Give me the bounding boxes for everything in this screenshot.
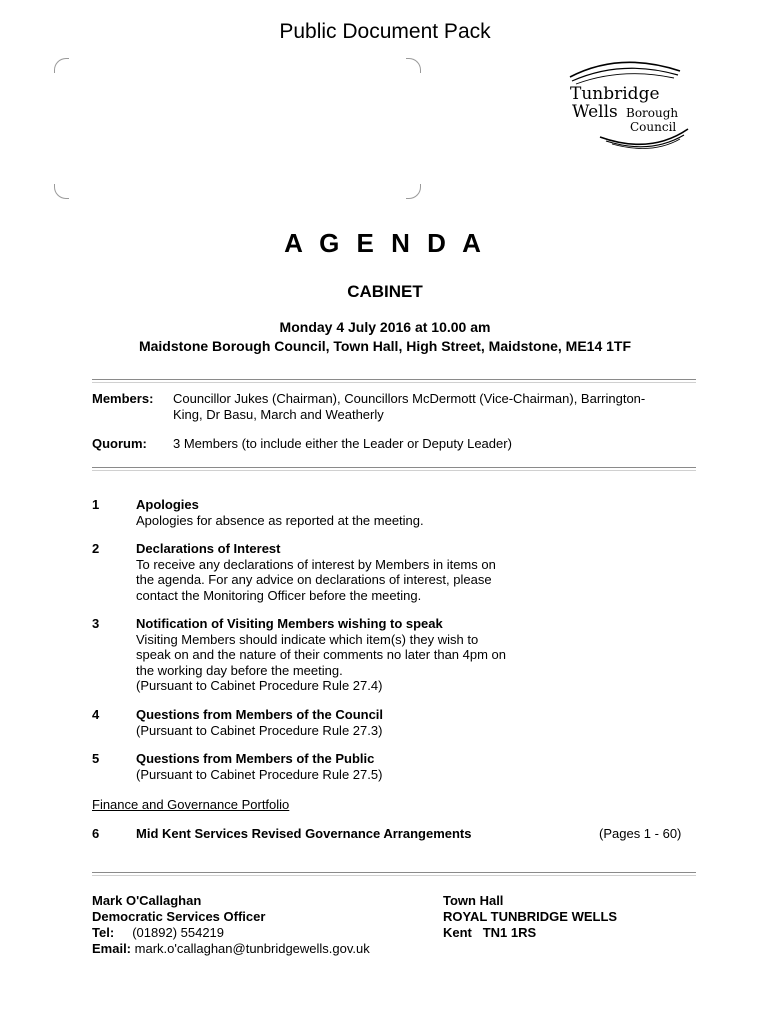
item-number: 1 xyxy=(92,497,100,512)
page-reference: (Pages 1 - 60) xyxy=(599,826,682,841)
contact-block xyxy=(92,893,370,957)
email-label: Email: xyxy=(92,941,132,956)
item-text: To receive any declarations of interest by Members in items on xyxy=(136,556,496,572)
contact-tel xyxy=(92,925,370,941)
quorum-text: 3 Members (to include either the Leader or Deputy Leader) xyxy=(173,436,512,451)
item-text: (Pursuant to Cabinet Procedure Rule 27.4) xyxy=(136,678,383,693)
item-text: the working day before the meeting. xyxy=(136,662,343,678)
item-number: 5 xyxy=(92,751,100,766)
agenda-item xyxy=(136,826,556,842)
svg-text:Council: Council xyxy=(630,120,677,134)
item-title: Questions from Members of the Council xyxy=(136,707,384,722)
meeting-date-time: Monday 4 July 2016 at 10.00 am xyxy=(279,319,491,335)
item-title: Questions from Members of the Public xyxy=(136,751,375,766)
agenda-title: A G E N D A xyxy=(284,228,486,258)
item-number: 3 xyxy=(92,616,100,631)
members-line: Councillor Jukes (Chairman), Councillors McDermott (Vice-Chairman), Barrington- xyxy=(173,391,646,406)
agenda-item xyxy=(136,497,556,528)
divider xyxy=(92,872,696,876)
divider xyxy=(92,379,696,383)
tel-label: Tel: xyxy=(92,925,115,940)
members-label: Members: xyxy=(92,391,154,406)
contact-role: Democratic Services Officer xyxy=(92,909,266,924)
email-value: mark.o'callaghan@tunbridgewells.gov.uk xyxy=(134,941,370,956)
item-text: (Pursuant to Cabinet Procedure Rule 27.3) xyxy=(136,722,383,738)
address-line: Kent TN1 1RS xyxy=(443,925,537,940)
item-title: Notification of Visiting Members wishing to speak xyxy=(136,616,443,631)
divider xyxy=(92,467,696,471)
agenda-item xyxy=(136,616,576,694)
members-line: King, Dr Basu, March and Weatherly xyxy=(173,407,384,422)
address-block xyxy=(443,893,617,941)
pack-title: Public Document Pack xyxy=(279,20,491,43)
item-text: (Pursuant to Cabinet Procedure Rule 27.5) xyxy=(136,766,383,782)
item-title: Declarations of Interest xyxy=(136,541,281,556)
item-text: contact the Monitoring Officer before the meeting. xyxy=(136,587,422,603)
committee-name: CABINET xyxy=(347,282,423,301)
item-text: speak on and the nature of their comments no later than 4pm on xyxy=(136,647,507,662)
swoosh-icon xyxy=(560,55,700,155)
address-line: ROYAL TUNBRIDGE WELLS xyxy=(443,909,618,924)
item-number: 4 xyxy=(92,707,100,722)
address-line: Town Hall xyxy=(443,893,504,908)
item-title: Apologies xyxy=(136,497,199,512)
item-number: 6 xyxy=(92,826,100,841)
item-number: 2 xyxy=(92,541,100,556)
item-text: Visiting Members should indicate which item(s) they wish to xyxy=(136,631,479,647)
agenda-item xyxy=(136,751,556,782)
svg-text:Borough: Borough xyxy=(626,106,679,120)
meeting-venue: Maidstone Borough Council, Town Hall, High Street, Maidstone, ME14 1TF xyxy=(138,338,632,354)
agenda-item xyxy=(136,541,576,603)
item-title: Mid Kent Services Revised Governance Arrangements xyxy=(136,826,472,841)
contact-name: Mark O'Callaghan xyxy=(92,893,202,908)
tel-value: (01892) 554219 xyxy=(132,925,225,940)
members-list xyxy=(173,391,645,423)
svg-text:Tunbridge: Tunbridge xyxy=(570,84,660,104)
quorum-label: Quorum: xyxy=(92,436,147,451)
item-text: the agenda. For any advice on declarations of interest, please xyxy=(136,572,492,587)
svg-text:Wells: Wells xyxy=(572,102,618,122)
council-logo xyxy=(560,55,700,155)
contact-email xyxy=(92,941,370,957)
portfolio-heading: Finance and Governance Portfolio xyxy=(92,797,290,812)
agenda-item xyxy=(136,707,556,738)
item-text: Apologies for absence as reported at the meeting. xyxy=(136,512,424,528)
